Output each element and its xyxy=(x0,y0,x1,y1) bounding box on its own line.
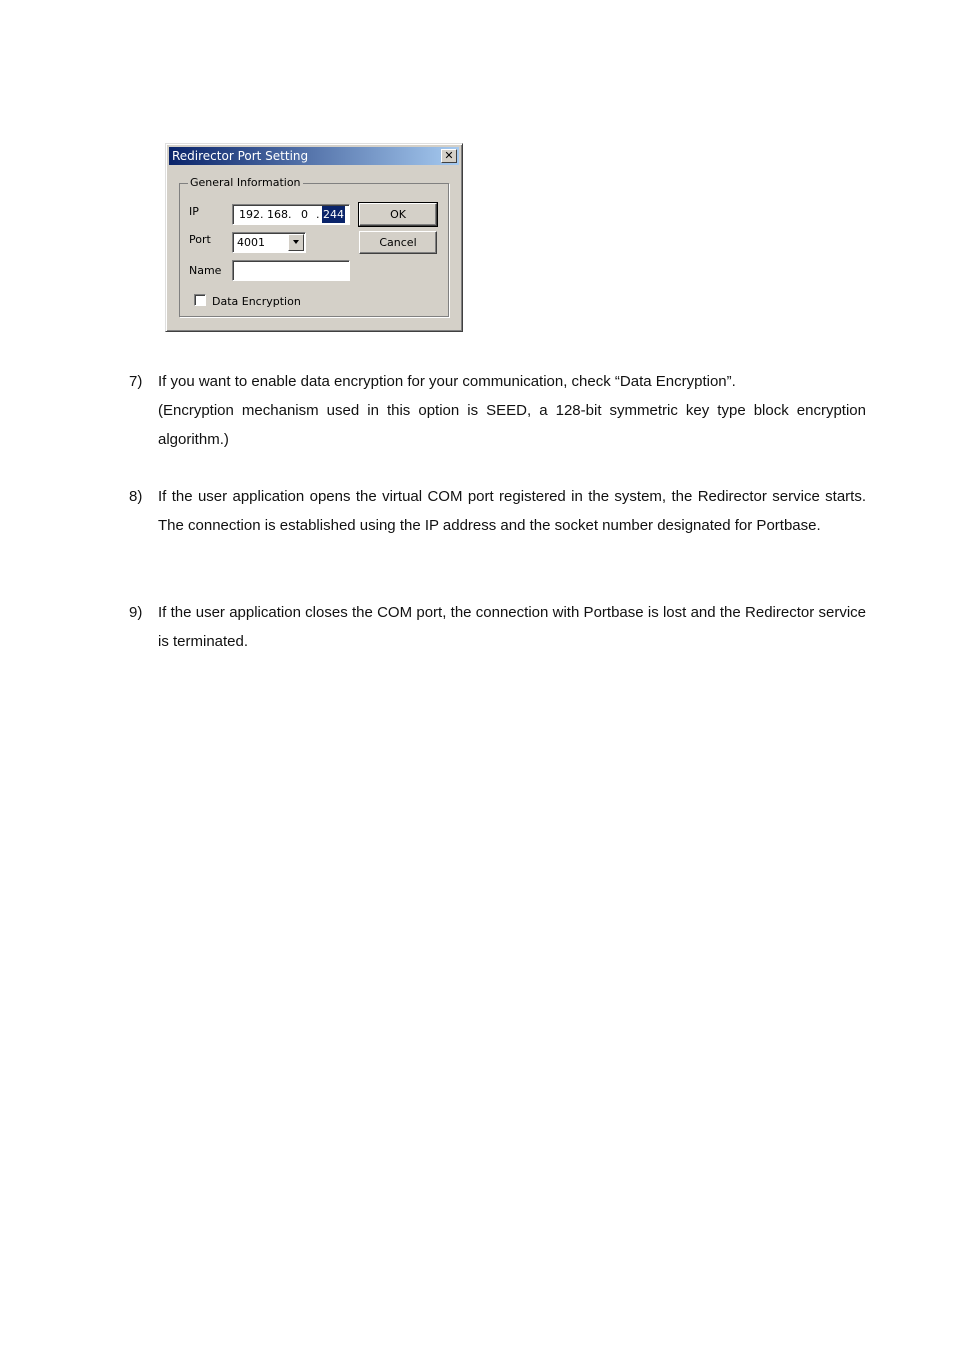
item-line: (Encryption mechanism used in this option is SEED, a 128-bit symmetric key type block encryption algorithm.) xyxy=(158,402,866,448)
ip-label: IP xyxy=(189,205,199,218)
dialog-title: Redirector Port Setting xyxy=(172,149,309,163)
item-line: If the user application opens the virtual COM port registered in the system, the Redirector service starts. The connection is established using the IP address and the socket number designated for Portbase. xyxy=(158,488,866,534)
ip-segment-1[interactable]: 192 xyxy=(239,208,260,221)
close-icon[interactable]: ✕ xyxy=(441,149,457,163)
port-combobox[interactable] xyxy=(232,232,306,253)
data-encryption-label: Data Encryption xyxy=(212,295,301,308)
item-number: 9) xyxy=(129,604,143,621)
item-text xyxy=(158,482,866,540)
chevron-down-icon[interactable] xyxy=(288,234,304,251)
name-input[interactable] xyxy=(232,260,350,281)
data-encryption-checkbox[interactable] xyxy=(194,294,206,306)
item-text xyxy=(158,598,866,656)
item-text xyxy=(158,367,866,454)
port-value: 4001 xyxy=(237,236,265,249)
ip-segment-2[interactable]: 168 xyxy=(267,208,288,221)
item-number: 8) xyxy=(129,488,143,505)
item-line: If the user application closes the COM port, the connection with Portbase is lost and the Redirector service is terminated. xyxy=(158,604,866,650)
group-label: General Information xyxy=(190,176,301,189)
name-label: Name xyxy=(189,264,222,277)
redirector-port-setting-dialog xyxy=(165,143,463,332)
dialog-titlebar xyxy=(169,147,459,165)
item-line: If you want to enable data encryption for your communication, check “Data Encryption”. xyxy=(158,373,736,390)
ip-address-field[interactable]: 192 . 168 . 0 . 244 xyxy=(232,204,350,225)
ip-segment-3[interactable]: 0 xyxy=(301,208,308,221)
ip-segment-4[interactable]: 244 xyxy=(323,208,344,221)
ok-button[interactable]: OK xyxy=(359,203,437,226)
port-label: Port xyxy=(189,233,211,246)
item-number: 7) xyxy=(129,373,143,390)
cancel-button[interactable]: Cancel xyxy=(359,231,437,254)
